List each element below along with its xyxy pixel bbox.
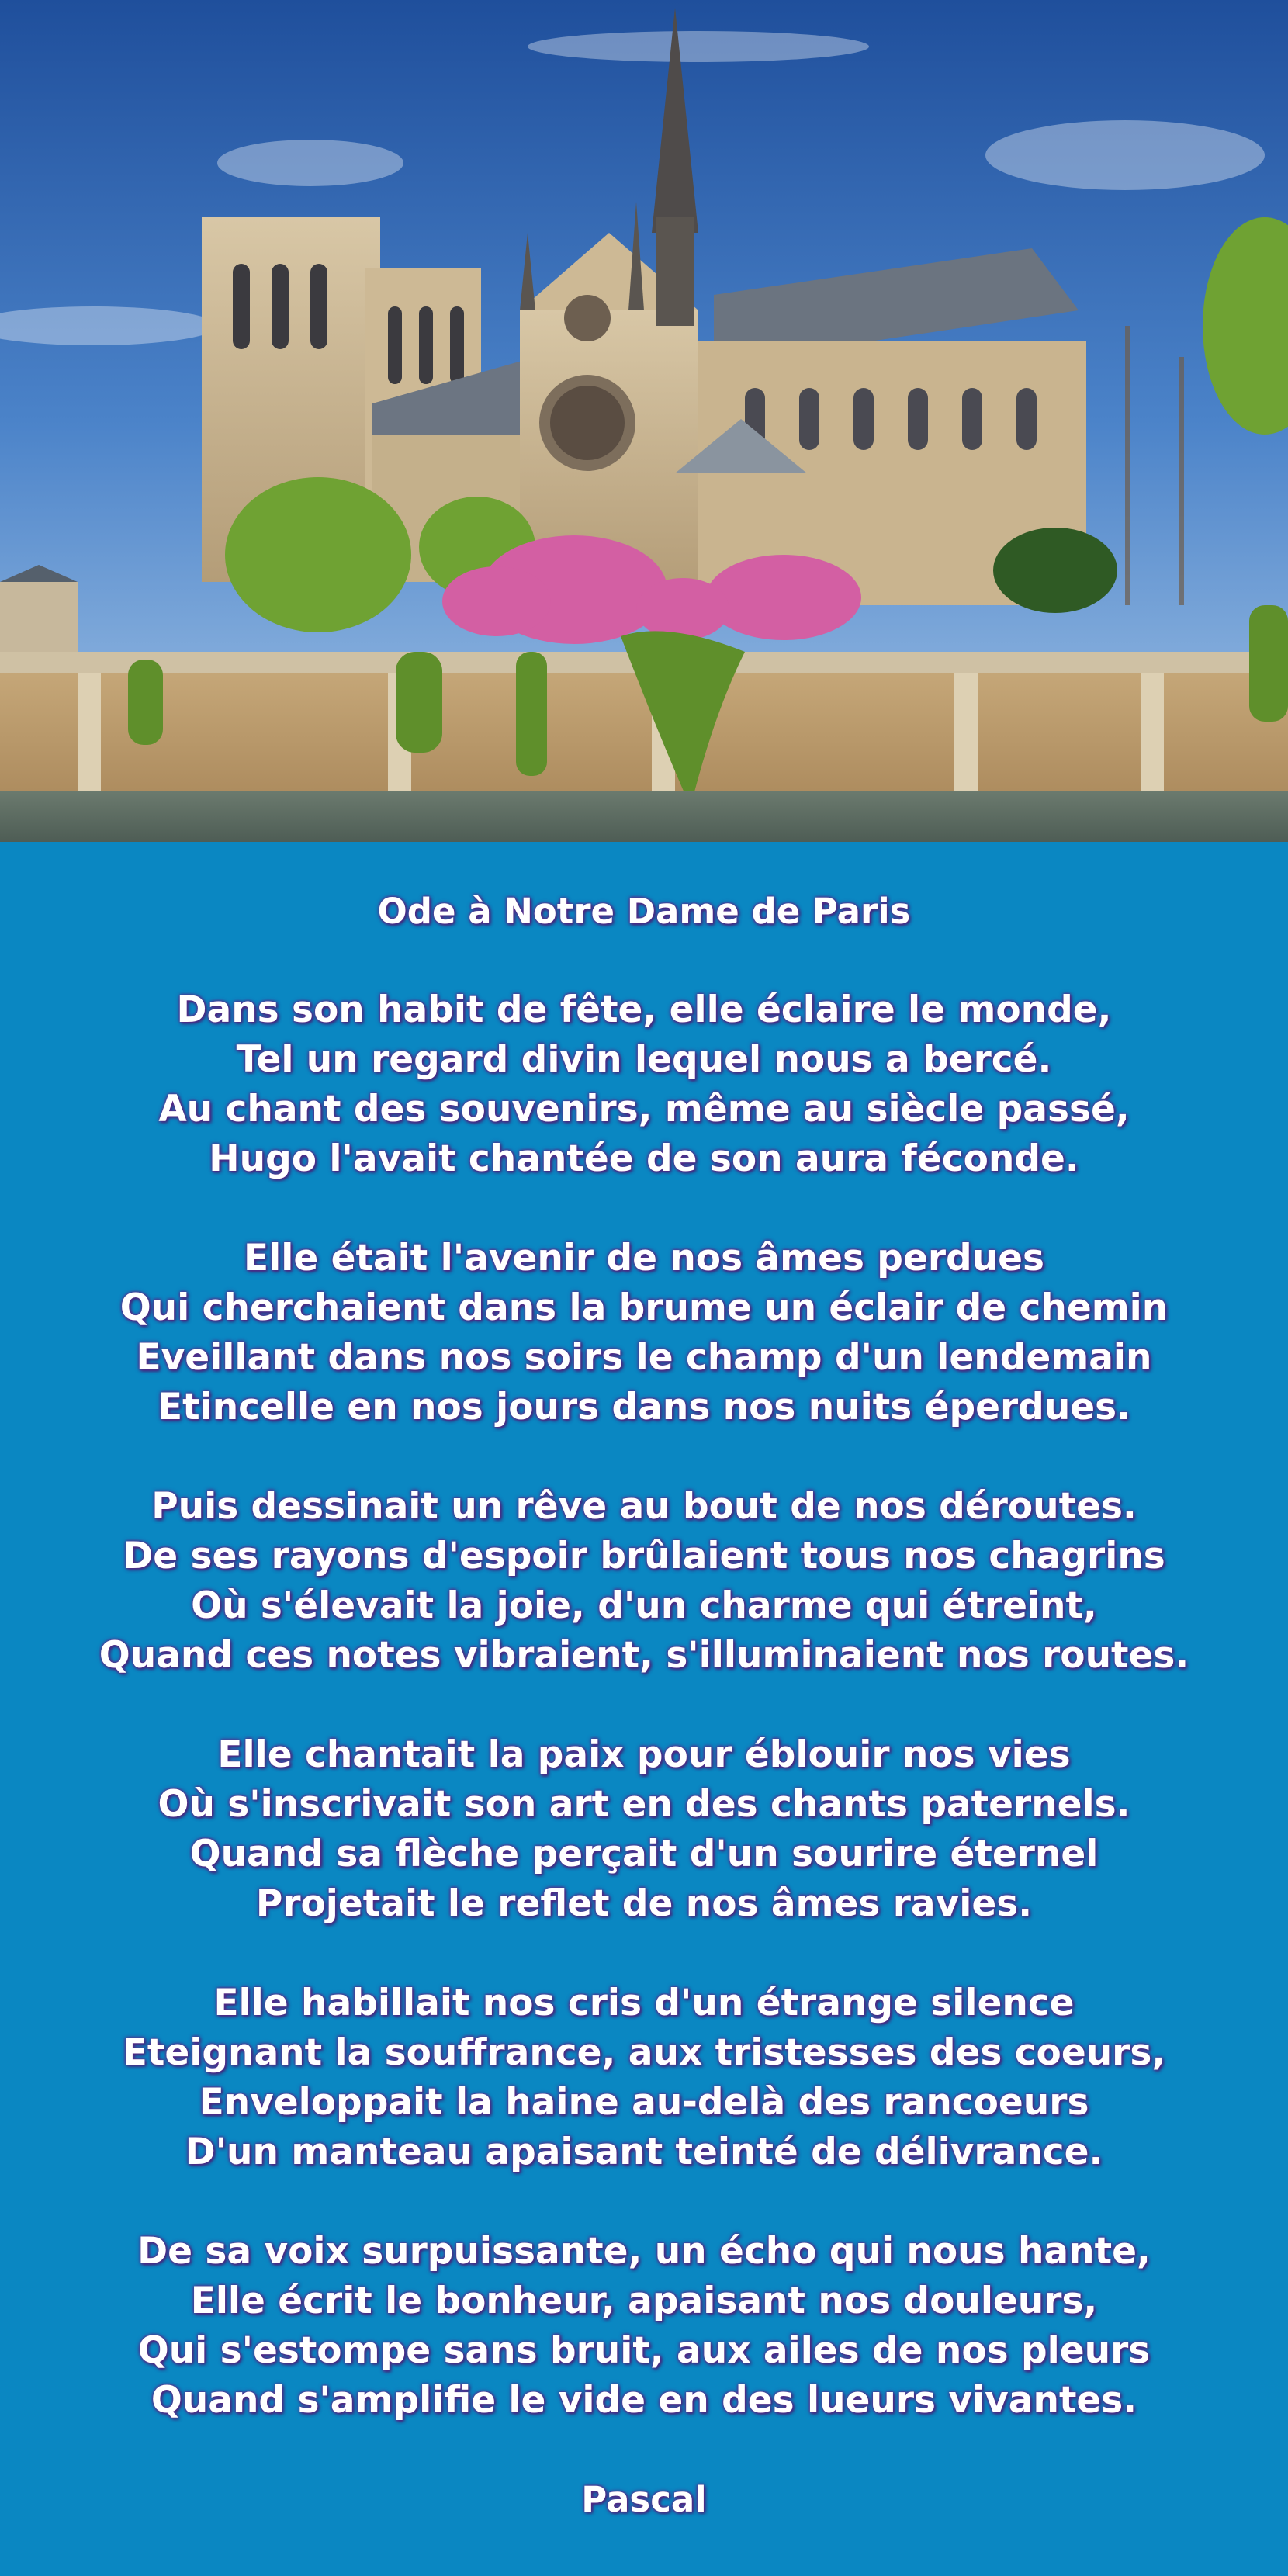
poem-line: Eveillant dans nos soirs le champ d'un lendemain <box>136 1336 1152 1379</box>
poem-line: Où s'élevait la joie, d'un charme qui étreint, <box>191 1584 1097 1627</box>
poem-line: D'un manteau apaisant teinté de délivrance. <box>185 2131 1103 2173</box>
poem-line: Puis dessinait un rêve au bout de nos déroutes. <box>151 1485 1137 1528</box>
poem-line: Au chant des souvenirs, même au siècle passé, <box>158 1088 1130 1130</box>
poem-line: Quand s'amplifie le vide en des lueurs vivantes. <box>151 2379 1137 2422</box>
poem-line: Elle écrit le bonheur, apaisant nos douleurs, <box>190 2280 1098 2322</box>
poem-line: Elle habillait nos cris d'un étrange silence <box>213 1982 1075 2024</box>
poem-line: Elle était l'avenir de nos âmes perdues <box>244 1237 1044 1279</box>
poem-line: Qui s'estompe sans bruit, aux ailes de nos pleurs <box>137 2329 1151 2372</box>
poem-line: Qui cherchaient dans la brume un éclair de chemin <box>119 1286 1169 1329</box>
poem-line: Où s'inscrivait son art en des chants paternels. <box>158 1783 1130 1826</box>
poem-line: Dans son habit de fête, elle éclaire le monde, <box>176 989 1112 1031</box>
poem-line: Etincelle en nos jours dans nos nuits éperdues. <box>158 1386 1130 1428</box>
poem-line: Hugo l'avait chantée de son aura féconde. <box>209 1137 1079 1180</box>
poem-line: Tel un regard divin lequel nous a bercé. <box>236 1038 1052 1081</box>
poem-line: Eteignant la souffrance, aux tristesses des coeurs, <box>122 2031 1166 2074</box>
poem-line: De sa voix surpuissante, un écho qui nous hante, <box>137 2230 1151 2273</box>
poem-line: Elle chantait la paix pour éblouir nos vies <box>217 1733 1071 1776</box>
poem-line: Enveloppait la haine au-delà des rancoeurs <box>199 2081 1089 2124</box>
poem-signature: Pascal <box>581 2479 707 2520</box>
poem-line: Projetait le reflet de nos âmes ravies. <box>255 1882 1033 1925</box>
poem-title: Ode à Notre Dame de Paris <box>377 891 911 932</box>
poem-line: De ses rayons d'espoir brûlaient tous nos chagrins <box>123 1535 1165 1577</box>
poem-line: Quand sa flèche perçait d'un sourire éternel <box>189 1833 1099 1875</box>
cathedral-photo <box>0 0 1288 842</box>
poem-section <box>0 842 1288 2576</box>
poem-line: Quand ces notes vibraient, s'illuminaient nos routes. <box>99 1634 1189 1677</box>
